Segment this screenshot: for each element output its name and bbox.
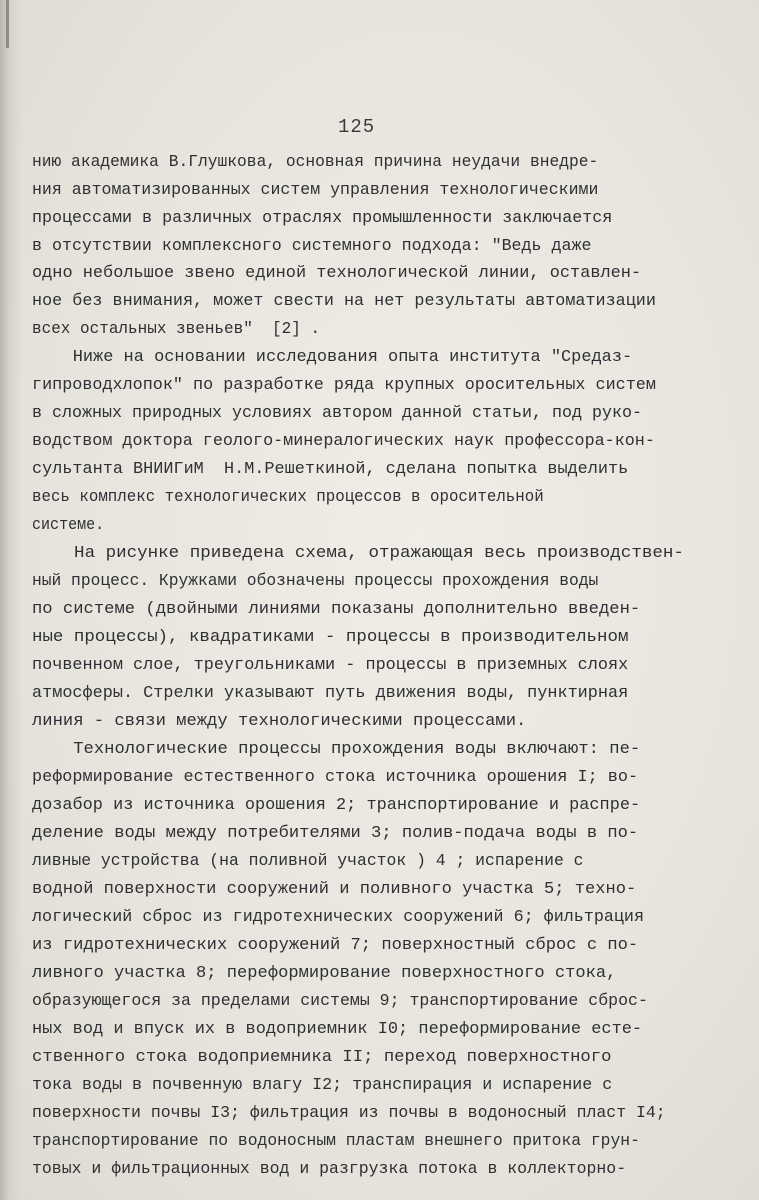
text-line: ное без внимания, может свести на нет результаты автоматизации <box>32 291 656 310</box>
text-line: ливные устройства (на поливной участок ) 4 ; испарение с <box>32 851 584 870</box>
text-line: в отсутствии комплексного системного подхода: "Ведь даже <box>32 236 592 255</box>
page-binding-shadow <box>0 0 22 1200</box>
text-line: ственного стока водоприемника II; переход поверхностного <box>32 1047 612 1066</box>
text-line: одно небольшое звено единой технологической линии, оставлен- <box>32 263 642 282</box>
text-line: водной поверхности сооружений и поливного участка 5; техно- <box>32 879 637 898</box>
text-line: системе. <box>32 515 105 534</box>
text-line: логический сброс из гидротехнических сооружений 6; фильтрация <box>32 907 644 926</box>
text-line: дозабор из источника орошения 2; транспортирование и распре- <box>32 795 641 814</box>
text-line: Ниже на основании исследования опыта института "Средаз- <box>32 347 633 366</box>
text-line: сультанта ВНИИГиМ Н.М.Решеткиной, сделана попытка выделить <box>32 459 629 478</box>
text-line: ные процессы), квадратиками - процессы в производительном <box>32 627 629 646</box>
text-line: линия - связи между технологическими процессами. <box>32 711 527 730</box>
text-line: атмосферы. Стрелки указывают путь движения воды, пунктирная <box>32 683 629 702</box>
binding-mark <box>6 0 9 48</box>
page-number: 125 <box>338 116 376 138</box>
text-line: ный процесс. Кружками обозначены процессы прохождения воды <box>32 571 599 590</box>
text-line: водством доктора геолого-минералогических наук профессора-кон- <box>32 431 655 450</box>
text-line: из гидротехнических сооружений 7; поверхностный сброс с по- <box>32 935 639 954</box>
text-line: почвенном слое, треугольниками - процессы в приземных слоях <box>32 655 629 674</box>
text-line: тока воды в почвенную влагу I2; транспирация и испарение с <box>32 1075 613 1094</box>
text-line: процессами в различных отраслях промышленности заключается <box>32 208 613 227</box>
text-line: всех остальных звеньев" [2] . <box>32 319 321 338</box>
text-line: по системе (двойными линиями показаны дополнительно введен- <box>32 599 641 618</box>
text-line: товых и фильтрационных вод и разгрузка потока в коллекторно- <box>32 1159 627 1178</box>
text-line: ливного участка 8; переформирование поверхностного стока, <box>32 963 617 982</box>
text-line: ных вод и впуск их в водоприемник I0; переформирование есте- <box>32 1019 643 1038</box>
text-line: гипроводхлопок" по разработке ряда крупных оросительных систем <box>32 375 656 394</box>
text-line: Технологические процессы прохождения воды включают: пе- <box>32 739 641 758</box>
text-line: транспортирование по водоносным пластам внешнего притока грун- <box>32 1131 640 1150</box>
text-line: деление воды между потребителями 3; полив-подача воды в по- <box>32 823 639 842</box>
text-line: поверхности почвы I3; фильтрация из почвы в водоносный пласт I4; <box>32 1103 666 1122</box>
text-line: нию академика В.Глушкова, основная причина неудачи внедре- <box>32 152 599 171</box>
text-line: ния автоматизированных систем управления технологическими <box>32 180 599 199</box>
text-line: весь комплекс технологических процессов в оросительной <box>32 487 544 506</box>
text-line: в сложных природных условиях автором данной статьи, под руко- <box>32 403 643 422</box>
text-line: реформирование естественного стока источника орошения I; во- <box>32 767 639 786</box>
text-line: образующегося за пределами системы 9; транспортирование сброс- <box>32 991 648 1010</box>
text-line: На рисунке приведена схема, отражающая весь производствен- <box>32 543 684 562</box>
